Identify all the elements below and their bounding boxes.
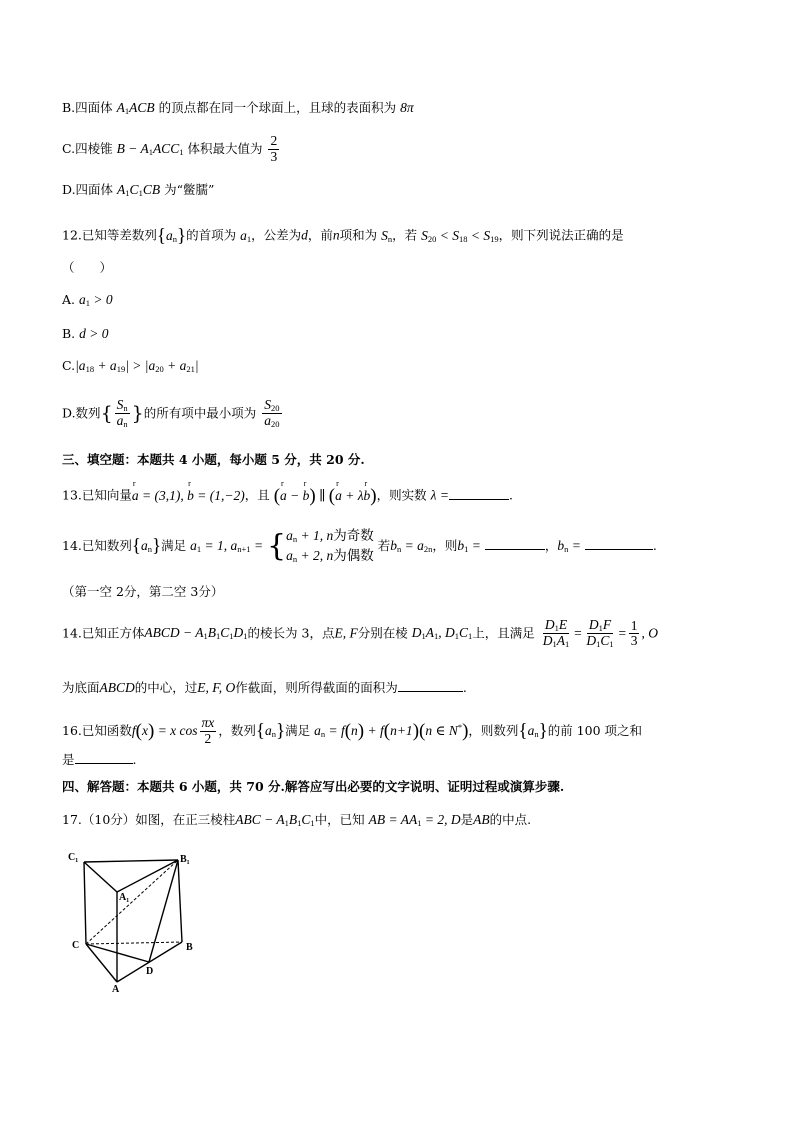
prism-figure [62,848,212,993]
label-b1: B₁ [180,854,190,865]
label-b: B [186,942,193,953]
option-d: D.四面体 $A_1C_1CB$ 为“鳖臑” [62,182,215,198]
question-12-paren: （ ） [62,260,113,275]
question-14a-note: （第一空 2分，第二空 3分） [62,584,224,599]
label-c: C [72,940,80,951]
question-14a: 14.已知数列$\{a_n\}$满足 $a_1 = 1$, $a_{n+1}$ = { $a_n + 1$, n为奇数 $a_n + 2$, n为偶数 若$b_n = a_{2n}$，则$b_1$ = ，$b_n$ = . [62,528,657,565]
edge-c1-c [84,862,86,944]
option-c: C.四棱锥 $B - A_1ACC_1$ 体积最大值为 $\frac{2}{3}$ [62,133,278,164]
q12-option-d: D.数列{ $\frac{S_n}{a_n}$ }的所有项中最小项为 $\frac{S_{20}}{a_{20}}$ [62,397,280,430]
question-13: 13.已知向量r a = (3,1), r b = (1,−2)，且 (r a − r b) ∥ (r a + λr b)，则实数 λ = . [62,485,513,508]
label-a: A [112,984,120,993]
question-12-stem: 12.已知等差数列$\{a_n\}$的首项为 $a_1$，公差为d，前n项和为 $S_n$，若 $S_{20} < S_{18} < S_{19}$，则下列说法正确的是 [62,225,624,246]
edge-c-a [86,944,117,982]
question-14b: 14.已知正方体ABCD − $A_1B_1C_1D_1$的棱长为 3，点E, F分别在棱 $D_1A_1$, $D_1C_1$上，且满足 $\frac{D_1E}{D_1A_1}$ = $\frac{D_1F}{D_1C_1}$ = $\frac{1}{3}$ , O [62,617,658,650]
q12-option-b: B. d > 0 [62,326,109,341]
hidden-segment-c-b1 [86,860,178,944]
label-c1: C₁ [68,852,79,863]
edge-a1-b1 [117,860,178,892]
question-17: 17.（10分）如图，在正三棱柱ABC − $A_1B_1C_1$中，已知 AB = $AA_1 = 2$, D是AB的中点. [62,812,532,828]
answer-blank[interactable] [398,681,463,692]
fraction-two-thirds: $\frac{2}{3}$ [270,133,278,164]
q12-option-a: A. $a_1 > 0$ [62,292,113,308]
label-d: D [146,966,154,977]
answer-blank[interactable] [449,489,509,500]
answer-blank[interactable] [585,539,653,550]
edge-c1-a1 [84,862,117,892]
option-b: B.四面体 $A_1ACB$ 的顶点都在同一个球面上，且球的表面积为 8π [62,100,414,116]
answer-blank[interactable] [75,753,133,764]
section-4-heading: 四、解答题：本题共 6 小题，共 70 分.解答应写出必要的文字说明、证明过程或演算步骤. [62,779,565,794]
edge-c1-b1 [84,860,178,862]
q12-option-c: $C.|a_{18} + a_{19}| > |a_{20} + a_{21}|$ [62,358,199,374]
question-16: 16.已知函数f(x) = x cos $\frac{\pi x}{2}$ ，数列$\{a_n\}$满足 $a_n = f(n) + f(n+1)(n$ ∈ N*)，则数列$\{a_n\}$的前 100 项之和 [62,715,642,746]
section-3-heading: 三、填空题：本题共 4 小题，每小题 5 分，共 20 分. [62,452,365,467]
question-16-line2: 是 . [62,752,137,767]
answer-blank[interactable] [485,539,545,550]
question-14b-line2: 为底面ABCD的中心，过E, F, O作截面，则所得截面的面积为 . [62,680,467,695]
edge-b1-b [178,860,182,942]
label-a1: A₁ [119,892,130,903]
hidden-edge-c-b [86,942,182,944]
